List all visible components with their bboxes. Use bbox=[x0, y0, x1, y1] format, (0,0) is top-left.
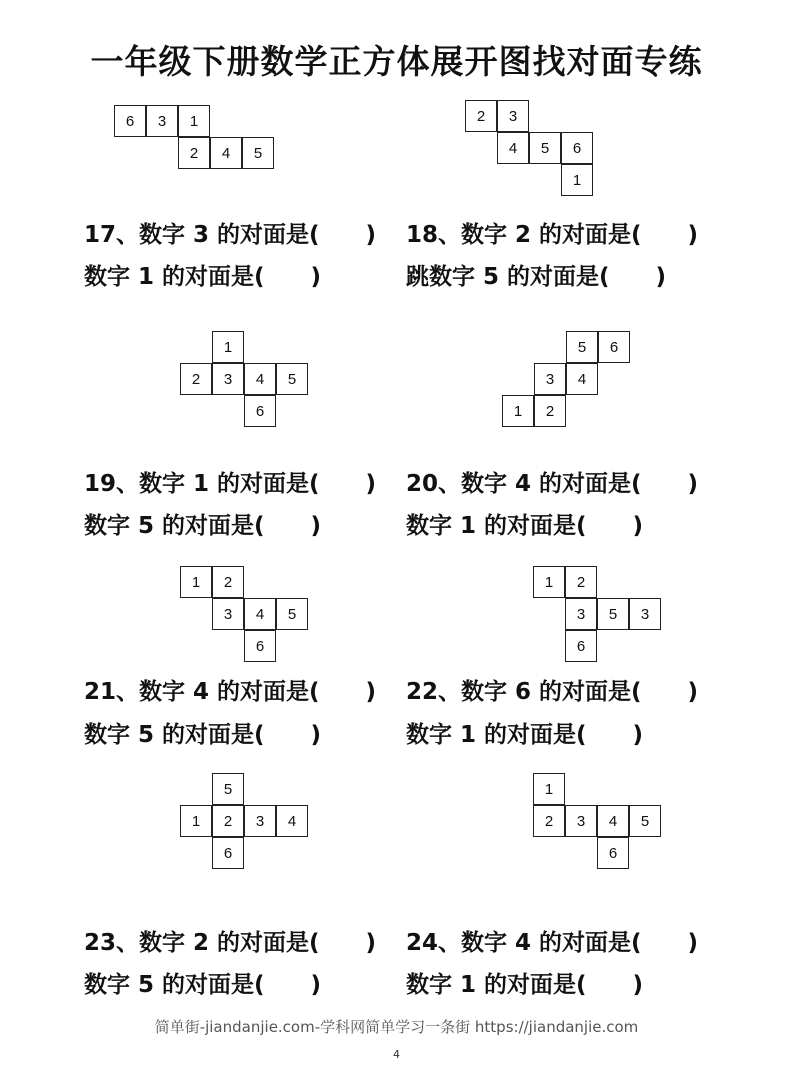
net-cell: 6 bbox=[597, 837, 629, 869]
net-cell: 5 bbox=[276, 363, 308, 395]
question-24-part2: 数字 1 的对面是( ) bbox=[406, 972, 644, 998]
question-24: 24、数字 4 的对面是( ) bbox=[406, 930, 699, 956]
footer-source: 简单街-jiandanjie.com-学科网简单学习一条街 https://jiandanjie.com bbox=[154, 1018, 639, 1036]
net-cell: 2 bbox=[465, 100, 497, 132]
net-cell: 5 bbox=[629, 805, 661, 837]
net-cell: 3 bbox=[146, 105, 178, 137]
net-cell: 6 bbox=[244, 630, 276, 662]
question-17: 17、数字 3 的对面是( ) bbox=[84, 222, 377, 248]
page-number: 4 bbox=[393, 1048, 400, 1061]
net-cell: 3 bbox=[534, 363, 566, 395]
net-cell: 5 bbox=[597, 598, 629, 630]
net-cell: 3 bbox=[212, 363, 244, 395]
net-cell: 5 bbox=[212, 773, 244, 805]
net-cell: 3 bbox=[565, 598, 597, 630]
net-cell: 2 bbox=[533, 805, 565, 837]
question-22: 22、数字 6 的对面是( ) bbox=[406, 679, 699, 705]
net-cell: 4 bbox=[244, 363, 276, 395]
net-cell: 2 bbox=[212, 566, 244, 598]
question-20-part2: 数字 1 的对面是( ) bbox=[406, 513, 644, 539]
net-cell: 5 bbox=[276, 598, 308, 630]
net-cell: 1 bbox=[502, 395, 534, 427]
net-cell: 4 bbox=[597, 805, 629, 837]
net-cell: 1 bbox=[533, 773, 565, 805]
net-cell: 2 bbox=[212, 805, 244, 837]
question-18: 18、数字 2 的对面是( ) bbox=[406, 222, 699, 248]
net-cell: 1 bbox=[533, 566, 565, 598]
net-cell: 3 bbox=[244, 805, 276, 837]
net-cell: 1 bbox=[212, 331, 244, 363]
page-title: 一年级下册数学正方体展开图找对面专练 bbox=[90, 42, 703, 81]
net-cell: 2 bbox=[178, 137, 210, 169]
net-cell: 6 bbox=[561, 132, 593, 164]
question-23: 23、数字 2 的对面是( ) bbox=[84, 930, 377, 956]
question-18-part2: 跳数字 5 的对面是( ) bbox=[406, 264, 667, 290]
net-cell: 1 bbox=[561, 164, 593, 196]
net-cell: 3 bbox=[497, 100, 529, 132]
question-20: 20、数字 4 的对面是( ) bbox=[406, 471, 699, 497]
question-19-part2: 数字 5 的对面是( ) bbox=[84, 513, 322, 539]
net-cell: 3 bbox=[212, 598, 244, 630]
question-21: 21、数字 4 的对面是( ) bbox=[84, 679, 377, 705]
net-cell: 3 bbox=[629, 598, 661, 630]
question-17-part2: 数字 1 的对面是( ) bbox=[84, 264, 322, 290]
net-cell: 4 bbox=[566, 363, 598, 395]
question-23-part2: 数字 5 的对面是( ) bbox=[84, 972, 322, 998]
net-cell: 1 bbox=[178, 105, 210, 137]
net-cell: 6 bbox=[244, 395, 276, 427]
net-cell: 6 bbox=[565, 630, 597, 662]
net-cell: 4 bbox=[497, 132, 529, 164]
net-cell: 6 bbox=[598, 331, 630, 363]
question-19: 19、数字 1 的对面是( ) bbox=[84, 471, 377, 497]
net-cell: 6 bbox=[114, 105, 146, 137]
net-cell: 4 bbox=[244, 598, 276, 630]
net-cell: 1 bbox=[180, 566, 212, 598]
net-cell: 4 bbox=[276, 805, 308, 837]
net-cell: 5 bbox=[529, 132, 561, 164]
question-22-part2: 数字 1 的对面是( ) bbox=[406, 722, 644, 748]
net-cell: 2 bbox=[565, 566, 597, 598]
net-cell: 2 bbox=[534, 395, 566, 427]
net-cell: 2 bbox=[180, 363, 212, 395]
net-cell: 4 bbox=[210, 137, 242, 169]
question-21-part2: 数字 5 的对面是( ) bbox=[84, 722, 322, 748]
net-cell: 5 bbox=[242, 137, 274, 169]
net-cell: 3 bbox=[565, 805, 597, 837]
net-cell: 1 bbox=[180, 805, 212, 837]
net-cell: 5 bbox=[566, 331, 598, 363]
net-cell: 6 bbox=[212, 837, 244, 869]
